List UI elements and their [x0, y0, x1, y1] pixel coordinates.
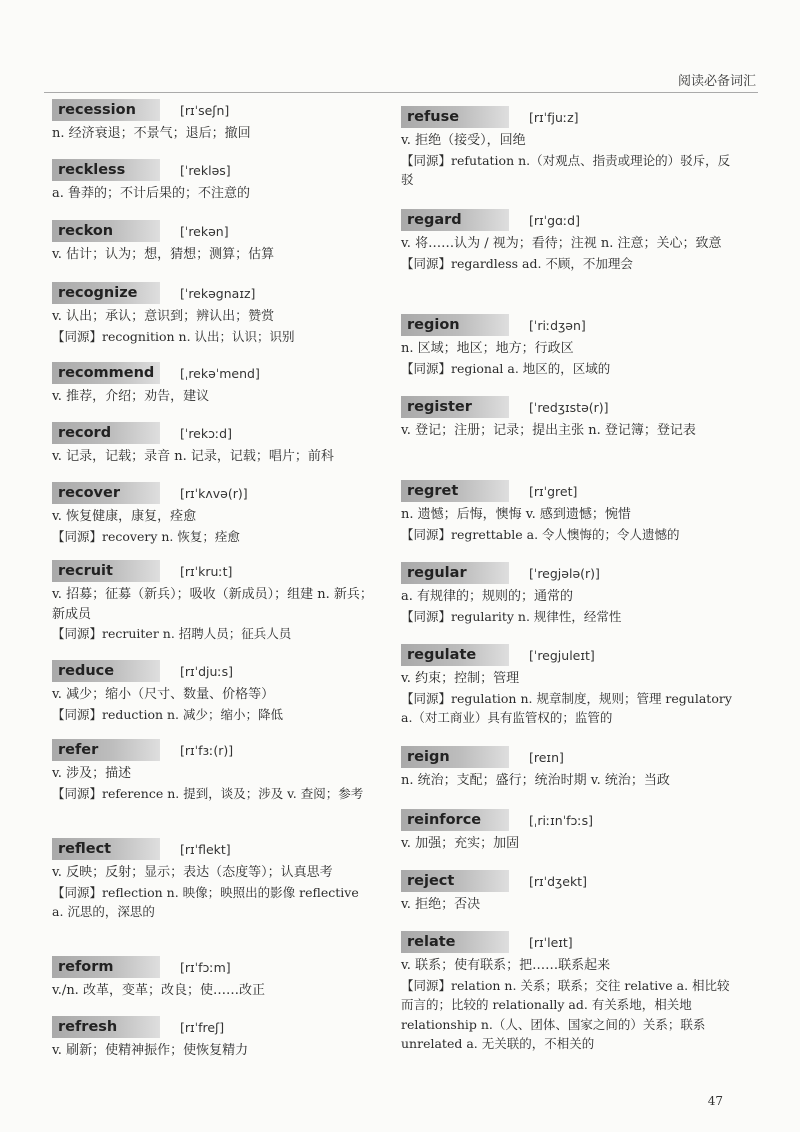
entry-recruit [52, 560, 374, 644]
pronunciation: [ˈrekən] [180, 223, 229, 239]
pronunciation: [rɪˈgret] [529, 483, 578, 499]
definition: n. 遗憾；后悔，懊悔 v. 感到遗憾；惋惜 [401, 507, 631, 522]
header-rule [44, 92, 758, 93]
headword: region [401, 314, 509, 336]
definition: v. 估计；认为；想，猜想；测算；估算 [52, 247, 275, 262]
headword-row [52, 282, 374, 304]
pronunciation: [rɪˈkʌvə(r)] [180, 485, 248, 501]
headword-row [52, 1016, 374, 1038]
entry-refuse [401, 106, 741, 190]
pronunciation: [rɪˈfɔːm] [180, 959, 231, 975]
entry-regard [401, 209, 741, 273]
pronunciation: [reɪn] [529, 749, 564, 765]
headword: regular [401, 562, 509, 584]
headword: regulate [401, 644, 509, 666]
pronunciation: [ˈregjələ(r)] [529, 565, 600, 581]
entry-refresh [52, 1016, 374, 1061]
pronunciation: [rɪˈdʒekt] [529, 873, 587, 889]
cognates: 【同源】recovery n. 恢复；痊愈 [52, 528, 240, 544]
definition: v. 拒绝（接受），回绝 [401, 133, 526, 148]
headword-row [401, 106, 741, 128]
definition: v. 恢复健康，康复，痊愈 [52, 509, 197, 524]
headword-row [52, 482, 374, 504]
headword: reduce [52, 660, 160, 682]
entry-reject [401, 870, 741, 915]
definition: n. 区域；地区；地方；行政区 [401, 341, 574, 356]
definition: n. 经济衰退；不景气；退后；撤回 [52, 126, 251, 141]
pronunciation: [rɪˈleɪt] [529, 934, 573, 950]
headword: register [401, 396, 509, 418]
pronunciation: [rɪˈfreʃ] [180, 1019, 225, 1035]
cognates: 【同源】reference n. 提到，谈及；涉及 v. 查阅；参考 [52, 785, 364, 801]
pronunciation: [ˈrekɔːd] [180, 425, 232, 441]
headword: reinforce [401, 809, 509, 831]
entry-relate [401, 931, 741, 1054]
cognates: 【同源】regional a. 地区的，区域的 [401, 360, 611, 376]
headword: refer [52, 739, 160, 761]
entry-reckon [52, 220, 374, 265]
pronunciation: [ˈregjuleɪt] [529, 647, 595, 663]
definition: v. 招募；征募（新兵）；吸收（新成员）；组建 n. 新兵；新成员 [52, 587, 373, 622]
definition: v. 联系；使有联系；把……联系起来 [401, 958, 611, 973]
headword: reject [401, 870, 509, 892]
headword: refresh [52, 1016, 160, 1038]
pronunciation: [ˈrekəgnaɪz] [180, 285, 256, 301]
headword: recognize [52, 282, 160, 304]
entry-recession [52, 99, 374, 144]
cognates: 【同源】relation n. 关系；联系；交往 relative a. 相比较而言的；比较的 relationally ad. 有关系地，相关地 relationship n.（人、团体、国家之间的）关系；联系 unrelated a. 无关联的，不相关的 [401, 977, 730, 1051]
headword-row [401, 931, 741, 953]
cognates: 【同源】regularity n. 规律性，经常性 [401, 608, 622, 624]
headword: recommend [52, 362, 160, 384]
headword: record [52, 422, 160, 444]
headword-row [401, 209, 741, 231]
entry-record [52, 422, 374, 467]
definition: v. 加强；充实；加固 [401, 836, 520, 851]
entry-regulate [401, 644, 741, 728]
entry-reform [52, 956, 374, 1001]
definition: v. 约束；控制；管理 [401, 671, 520, 686]
pronunciation: [rɪˈseʃn] [180, 102, 230, 118]
pronunciation: [rɪˈfjuːz] [529, 109, 579, 125]
headword-row [52, 838, 374, 860]
headword: recession [52, 99, 160, 121]
headword: regard [401, 209, 509, 231]
headword-row [401, 562, 741, 584]
pronunciation: [rɪˈdjuːs] [180, 663, 234, 679]
definition: v./n. 改革，变革；改良；使……改正 [52, 983, 265, 998]
headword: recruit [52, 560, 160, 582]
headword-row [401, 870, 741, 892]
definition: v. 认出；承认；意识到；辨认出；赞赏 [52, 309, 275, 324]
definition: v. 将……认为 / 视为；看待；注视 n. 注意；关心；致意 [401, 236, 722, 251]
headword-row [52, 956, 374, 978]
pronunciation: [ˈriːdʒən] [529, 317, 586, 333]
headword-row [401, 644, 741, 666]
headword-row [401, 809, 741, 831]
headword: reform [52, 956, 160, 978]
pronunciation: [rɪˈfɜː(r)] [180, 742, 234, 758]
entry-reflect [52, 838, 374, 922]
headword-row [401, 480, 741, 502]
pronunciation: [ˈrekləs] [180, 162, 231, 178]
headword: reckless [52, 159, 160, 181]
headword-row [52, 362, 374, 384]
definition: a. 鲁莽的；不计后果的；不注意的 [52, 186, 251, 201]
headword-row [401, 314, 741, 336]
definition: v. 登记；注册；记录；提出主张 n. 登记簿；登记表 [401, 423, 696, 438]
pronunciation: [ˌriːɪnˈfɔːs] [529, 812, 594, 828]
headword: relate [401, 931, 509, 953]
pronunciation: [rɪˈkruːt] [180, 563, 233, 579]
headword-row [52, 560, 374, 582]
headword-row [52, 739, 374, 761]
entry-recognize [52, 282, 374, 346]
headword: regret [401, 480, 509, 502]
entry-reduce [52, 660, 374, 724]
definition: v. 涉及；描述 [52, 766, 132, 781]
headword-row [401, 746, 741, 768]
headword-row [52, 660, 374, 682]
headword-row [52, 422, 374, 444]
pronunciation: [ˈredʒɪstə(r)] [529, 399, 609, 415]
headword: reckon [52, 220, 160, 242]
definition: n. 统治；支配；盛行；统治时期 v. 统治；当政 [401, 773, 670, 788]
definition: v. 减少；缩小（尺寸、数量、价格等） [52, 687, 275, 702]
definition: a. 有规律的；规则的；通常的 [401, 589, 574, 604]
entry-region [401, 314, 741, 378]
entry-register [401, 396, 741, 441]
headword-row [52, 99, 374, 121]
entry-recommend [52, 362, 374, 407]
headword: reflect [52, 838, 160, 860]
entry-refer [52, 739, 374, 803]
headword: refuse [401, 106, 509, 128]
cognates: 【同源】reduction n. 减少；缩小；降低 [52, 706, 283, 722]
cognates: 【同源】regrettable a. 令人懊悔的；令人遗憾的 [401, 526, 680, 542]
headword-row [52, 220, 374, 242]
cognates: 【同源】reflection n. 映像；映照出的影像 reflective a. 沉思的，深思的 [52, 884, 359, 919]
cognates: 【同源】regulation n. 规章制度，规则；管理 regulatory a.（对工商业）具有监管权的；监管的 [401, 690, 732, 725]
pronunciation: [rɪˈgɑːd] [529, 212, 580, 228]
pronunciation: [ˌrekəˈmend] [180, 365, 260, 381]
entry-reinforce [401, 809, 741, 854]
headword-row [401, 396, 741, 418]
headword-row [52, 159, 374, 181]
definition: v. 拒绝；否决 [401, 897, 481, 912]
page-number: 47 [707, 1094, 723, 1108]
running-header: 阅读必备词汇 [677, 74, 756, 89]
cognates: 【同源】recruiter n. 招聘人员；征兵人员 [52, 626, 292, 641]
entry-reign [401, 746, 741, 791]
definition: v. 记录，记载；录音 n. 记录，记载；唱片；前科 [52, 449, 334, 464]
cognates: 【同源】refutation n.（对观点、指责或理论的）驳斥，反驳 [401, 152, 731, 187]
cognates: 【同源】recognition n. 认出；认识；识别 [52, 328, 295, 344]
pronunciation: [rɪˈflekt] [180, 841, 231, 857]
entry-recover [52, 482, 374, 546]
entry-regret [401, 480, 741, 544]
definition: v. 刷新；使精神振作；使恢复精力 [52, 1043, 249, 1058]
headword: recover [52, 482, 160, 504]
definition: v. 反映；反射；显示；表达（态度等）；认真思考 [52, 865, 333, 880]
entry-regular [401, 562, 741, 626]
entry-reckless [52, 159, 374, 204]
cognates: 【同源】regardless ad. 不顾，不加理会 [401, 255, 633, 271]
definition: v. 推荐，介绍；劝告，建议 [52, 389, 210, 404]
headword: reign [401, 746, 509, 768]
